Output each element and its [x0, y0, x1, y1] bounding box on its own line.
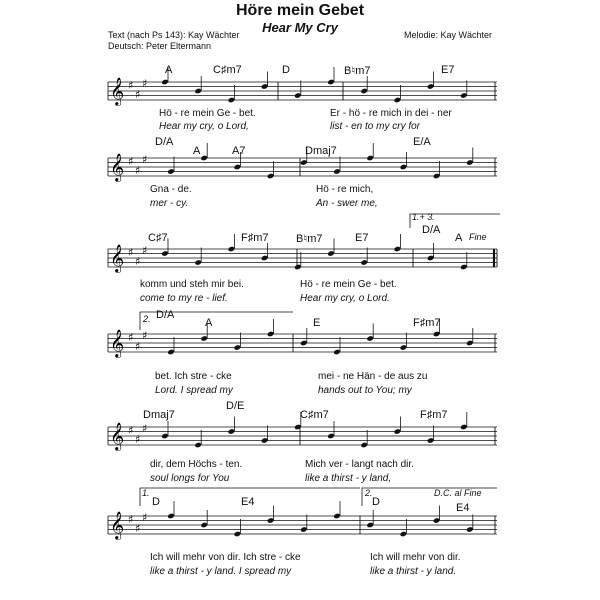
chord-symbol: C♯m7: [213, 64, 242, 76]
chord-symbol: D/A: [422, 224, 441, 236]
treble-clef-icon: 𝄞: [110, 244, 125, 272]
treble-clef-icon: 𝄞: [110, 511, 125, 539]
chord-symbol: A: [205, 317, 213, 329]
volta-mark: 2.: [365, 488, 373, 498]
chord-symbol: A: [165, 64, 173, 76]
chord-symbol: E7: [441, 64, 455, 76]
chord-symbol: Dmaj7: [143, 409, 175, 421]
chord-symbol: C♯m7: [300, 409, 329, 421]
lyric-line-en: soul longs for You: [150, 473, 230, 484]
sharp-icon: ♯: [135, 433, 141, 446]
chord-symbol: D/A: [156, 309, 175, 321]
lyric-line-en: Hear my cry, o Lord.: [300, 293, 390, 304]
lyric-line-en: like a thirst - y land.: [370, 566, 457, 577]
chord-symbol: A: [193, 145, 201, 157]
chord-symbol: B♮m7: [296, 233, 323, 245]
chord-symbol: Dmaj7: [305, 145, 337, 157]
sharp-icon: ♯: [128, 155, 134, 168]
lyric-line-de: Er - hö - re mich in dei - ner: [330, 108, 452, 119]
song-title: Höre mein Gebet: [235, 2, 365, 19]
lyric-line-en: list - en to my cry for: [330, 121, 421, 132]
sharp-icon: ♯: [135, 164, 141, 177]
chord-symbol: F♯m7: [413, 317, 441, 329]
lyric-line-de: komm und steh mir bei.: [140, 279, 244, 290]
sharp-icon: ♯: [135, 88, 141, 101]
sharp-icon: ♯: [135, 340, 141, 353]
song-subtitle: Hear My Cry: [262, 20, 338, 35]
lyric-line-de: Hö - re mein Ge - bet.: [159, 108, 256, 119]
sharp-icon: ♯: [135, 522, 141, 535]
sharp-icon: ♯: [142, 77, 148, 90]
lyric-line-de: Hö - re mich,: [316, 184, 374, 195]
lyric-line-en: like a thirst - y land,: [305, 473, 392, 484]
chord-symbol: A7: [232, 145, 246, 157]
treble-clef-icon: 𝄞: [110, 329, 125, 357]
lyric-line-de: bet. Ich stre - cke: [155, 371, 232, 382]
chord-symbol: D: [152, 496, 160, 508]
lyric-line-de: mei - ne Hän - de aus zu: [318, 371, 428, 382]
chord-symbol: F♯m7: [420, 409, 448, 421]
sharp-icon: ♯: [142, 153, 148, 166]
chord-symbol: E4: [456, 502, 470, 514]
chord-symbol: A: [455, 232, 463, 244]
sharp-icon: ♯: [128, 246, 134, 259]
text-credit: Text (nach Ps 143): Kay Wächter: [108, 30, 240, 40]
sharp-icon: ♯: [128, 424, 134, 437]
chord-symbol: E4: [241, 496, 255, 508]
sharp-icon: ♯: [128, 331, 134, 344]
dc-al-fine-mark: D.C. al Fine: [434, 488, 482, 498]
volta-mark: 1.: [142, 488, 150, 498]
chord-symbol: E/A: [413, 136, 431, 148]
chord-symbol: F♯m7: [241, 232, 269, 244]
sharp-icon: ♯: [142, 511, 148, 524]
lyric-line-de: Hö - re mein Ge - bet.: [300, 279, 397, 290]
sharp-icon: ♯: [128, 79, 134, 92]
lyric-line-de: Ich will mehr von dir. Ich stre - cke: [150, 552, 301, 563]
chord-symbol: D/E: [226, 400, 245, 412]
treble-clef-icon: 𝄞: [110, 153, 125, 181]
lyric-line-de: dir, dem Höchs - ten.: [150, 459, 243, 470]
chord-symbol: D: [282, 64, 290, 76]
lyric-line-en: Hear my cry, o Lord,: [159, 121, 249, 132]
lyric-line-en: mer - cy.: [150, 198, 189, 209]
lyric-line-en: Lord. I spread my: [155, 385, 233, 396]
sharp-icon: ♯: [135, 255, 141, 268]
lyric-line-en: come to my re - lief.: [140, 293, 228, 304]
translation-credit: Deutsch: Peter Eltermann: [108, 41, 212, 51]
lyric-line-de: Gna - de.: [150, 184, 192, 195]
fine-mark: Fine: [469, 232, 487, 242]
treble-clef-icon: 𝄞: [110, 422, 125, 450]
sharp-icon: ♯: [128, 513, 134, 526]
chord-symbol: E7: [355, 232, 369, 244]
volta-mark: 1.+ 3.: [412, 212, 435, 222]
sharp-icon: ♯: [142, 329, 148, 342]
treble-clef-icon: 𝄞: [110, 77, 125, 105]
melody-credit: Melodie: Kay Wächter: [404, 30, 493, 40]
volta-mark: 2.: [143, 314, 151, 324]
lyric-line-en: hands out to You; my: [318, 385, 412, 396]
sharp-icon: ♯: [142, 244, 148, 257]
chord-symbol: E: [313, 317, 321, 329]
chord-symbol: D: [372, 496, 380, 508]
lyric-line-de: Ich will mehr von dir.: [370, 552, 461, 563]
lyric-line-de: Mich ver - langt nach dir.: [305, 459, 414, 470]
sharp-icon: ♯: [142, 422, 148, 435]
lyric-line-en: An - swer me,: [316, 198, 378, 209]
chord-symbol: B♮m7: [344, 65, 371, 77]
chord-symbol: D/A: [155, 136, 174, 148]
lyric-line-en: like a thirst - y land. I spread my: [150, 566, 292, 577]
chord-symbol: C♯7: [148, 232, 168, 244]
